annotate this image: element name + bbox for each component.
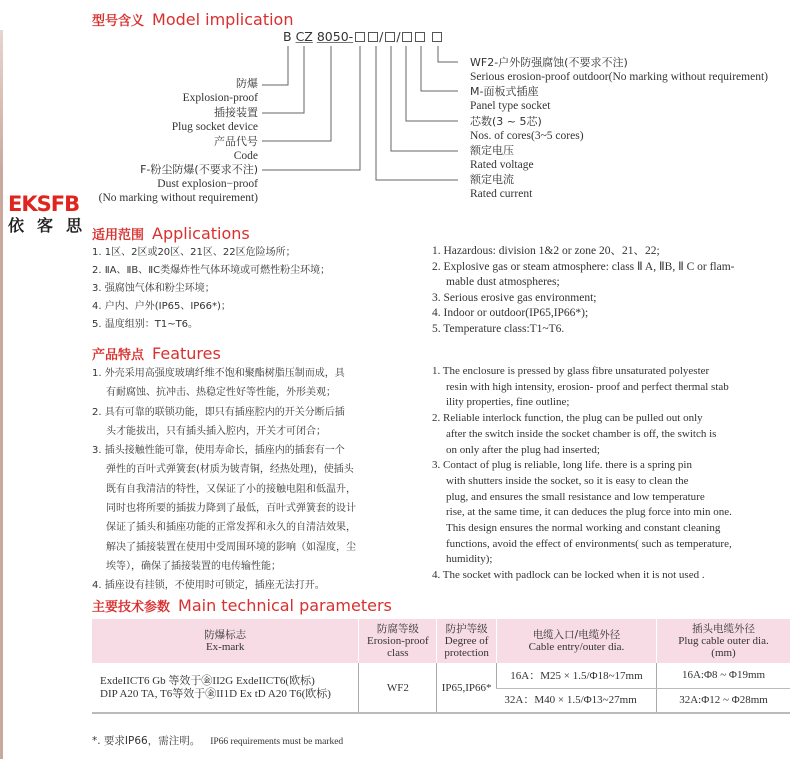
code-part-b: B bbox=[283, 29, 292, 44]
applications-title-en: Applications bbox=[152, 224, 250, 243]
cell-ex-mark bbox=[92, 663, 359, 713]
model-title-cn: 型号含义 bbox=[92, 14, 145, 29]
label-panel-socket bbox=[470, 84, 550, 114]
list-item: humidity); bbox=[446, 553, 493, 566]
list-item: after the switch inside the socket chamber is off, the switch is bbox=[446, 427, 717, 440]
label-wf2 bbox=[470, 55, 768, 85]
header-en: Degree of protection bbox=[444, 635, 489, 659]
table-header-row bbox=[92, 619, 790, 663]
label-en: Rated current bbox=[470, 188, 533, 200]
label-rated-voltage bbox=[470, 143, 534, 173]
list-item: 4. Indoor or outdoor(IP65,IP66*); bbox=[432, 307, 589, 319]
label-rated-current bbox=[470, 172, 532, 202]
label-cn: WF2-户外防强腐蚀(不要求不注) bbox=[470, 56, 628, 69]
model-title-en: Model implication bbox=[152, 10, 294, 29]
connector-line bbox=[421, 46, 458, 91]
list-item: 头才能拔出，只有插头插入腔内，开关才可闭合； bbox=[106, 425, 326, 437]
header-unit: (mm) bbox=[711, 647, 736, 659]
cell-protection: IP65,IP66* bbox=[437, 663, 497, 713]
header-protection bbox=[437, 619, 497, 663]
label-cn: 插接装置 bbox=[214, 106, 258, 119]
header-cn: 防腐等级 bbox=[376, 623, 419, 635]
ex-mark-line: DIP A20 TA, T6等效于㊎II1D Ex tD A20 T6(欧标) bbox=[100, 687, 331, 700]
list-item: 5. Temperature class:T1~T6. bbox=[432, 322, 565, 335]
list-item: 同时也将所要的插拔力降到了最低，百叶式弹簧套的设计 bbox=[106, 503, 356, 515]
label-cn: 额定电流 bbox=[470, 173, 514, 186]
code-part-cz: CZ bbox=[295, 29, 313, 44]
list-item: on only after the plug had inserted; bbox=[446, 443, 600, 456]
features-title-cn: 产品特点 bbox=[92, 348, 145, 363]
connector-line bbox=[438, 46, 458, 62]
list-item: 弹性的百叶式弹簧套(材质为铍青铜，经热处理)，使插头 bbox=[106, 464, 354, 476]
table-row bbox=[92, 663, 790, 688]
label-cn: F-粉尘防爆(不要求不注) bbox=[140, 163, 258, 176]
header-erosion-class bbox=[359, 619, 437, 663]
list-item: 5. 温度组别：T1~T6。 bbox=[92, 319, 199, 330]
list-item: 3. 插头接触性能可靠，使用寿命长，插座内的插套有一个 bbox=[92, 445, 345, 457]
list-item: 3. Serious erosive gas environment; bbox=[432, 291, 597, 304]
list-item: This design ensures the normal working and constant cleaning bbox=[446, 522, 721, 535]
list-item: mable dust atmospheres; bbox=[446, 276, 560, 288]
header-cn: 插头电缆外径 bbox=[692, 623, 756, 635]
list-item: plug, and ensures the small resistance and low temperature bbox=[446, 490, 705, 503]
applications-list-en bbox=[432, 244, 735, 337]
footnote-en: IP66 requirements must be marked bbox=[210, 737, 344, 747]
cell-plug-dia: 16A:Φ8 ~ Φ19mm bbox=[657, 663, 790, 688]
list-item: 1. 外壳采用高强度玻璃纤维不饱和聚酯树脂压制而成，具 bbox=[92, 368, 345, 379]
ex-mark-line: ExdeIICT6 Gb 等效于㊎II2G ExdeIICT6(欧标) bbox=[100, 674, 315, 687]
header-cable-entry bbox=[496, 619, 656, 663]
list-item: rise, at the same time, it can deduces the plug force into min one. bbox=[446, 506, 732, 519]
label-explosion-proof bbox=[183, 76, 258, 106]
header-en: Erosion-proof class bbox=[367, 635, 429, 659]
list-item: 2. ⅡA、ⅡB、ⅡC类爆炸性气体环境或可燃性粉尘环境； bbox=[92, 265, 331, 276]
applications-section-title bbox=[92, 224, 250, 243]
params-title-cn: 主要技术参数 bbox=[92, 600, 171, 615]
cell-cable-entry: 16A：M25 × 1.5/Φ18~17mm bbox=[496, 663, 656, 688]
footnote-cn: *. 要求IP66，需注明。 bbox=[92, 735, 201, 747]
list-item: 1. Hazardous: division 1&2 or zone 20、21、22; bbox=[432, 245, 660, 257]
label-en: Dust explosion−proof bbox=[157, 178, 258, 190]
label-en: Nos. of cores(3~5 cores) bbox=[470, 130, 584, 142]
connector-line bbox=[262, 46, 331, 141]
header-en: Plug cable outer dia. bbox=[678, 635, 769, 647]
list-item: 3. 强腐蚀气体和粉尘环境； bbox=[92, 283, 215, 294]
code-part-8050: 8050- bbox=[316, 29, 354, 44]
label-cn: M-面板式插座 bbox=[470, 85, 539, 98]
list-item: 解决了插接装置在使用中受周围环境的影响（如湿度，尘 bbox=[106, 541, 356, 553]
header-cn: 电缆入口/电缆外径 bbox=[532, 629, 621, 641]
list-item: 1. 1区、2区或20区、21区、22区危险场所； bbox=[92, 247, 296, 258]
list-item: 埃等），确保了插接装置的电传输性能； bbox=[106, 560, 281, 572]
logo-cn: 依客思 bbox=[8, 216, 96, 235]
list-item: ility properties, fine outline; bbox=[446, 396, 570, 409]
connector-line bbox=[262, 46, 360, 170]
brand-logo bbox=[8, 194, 95, 236]
label-cn: 防爆 bbox=[236, 77, 258, 90]
label-cn: 芯数(3 ~ 5芯) bbox=[470, 115, 542, 128]
features-title-en: Features bbox=[152, 344, 221, 363]
list-item: 2. 具有可靠的联锁功能，即只有插座腔内的开关分断后插 bbox=[92, 406, 345, 418]
list-item: with shutters inside the socket, so it is easy to clean the bbox=[446, 474, 689, 487]
header-ex-mark bbox=[92, 619, 359, 663]
label-dust-explosion-proof bbox=[99, 163, 258, 205]
features-list-cn bbox=[92, 364, 356, 596]
header-en: Cable entry/outer dia. bbox=[528, 641, 625, 653]
cell-cable-entry: 32A：M40 × 1.5/Φ13~27mm bbox=[496, 688, 656, 713]
applications-list-cn bbox=[92, 244, 330, 334]
features-section-title bbox=[92, 344, 221, 363]
label-en: Serious erosion-proof outdoor(No marking without requirement) bbox=[470, 71, 768, 83]
features-list-en bbox=[432, 364, 732, 584]
label-en: Plug socket device bbox=[171, 121, 258, 133]
list-item: resin with high intensity, erosion- proof and perfect thermal stab bbox=[446, 380, 729, 393]
list-item: 既有自我清洁的特性，又保证了小的接触电阻和低温升， bbox=[106, 483, 356, 495]
connector-line bbox=[406, 46, 458, 121]
list-item: 2. Reliable interlock function, the plug can be pulled out only bbox=[432, 412, 703, 425]
header-en: Ex-mark bbox=[205, 641, 245, 653]
label-en: Explosion-proof bbox=[182, 92, 258, 104]
header-cn: 防护等级 bbox=[445, 623, 488, 635]
list-item: 有耐腐蚀、抗冲击、热稳定性好等性能，外形美观； bbox=[106, 387, 336, 399]
connector-line bbox=[376, 46, 458, 180]
label-en: Panel type socket bbox=[470, 100, 551, 112]
connector-line bbox=[262, 46, 304, 113]
label-en: Code bbox=[233, 150, 258, 162]
cell-erosion-class: WF2 bbox=[359, 663, 437, 713]
cell-plug-dia: 32A:Φ12 ~ Φ28mm bbox=[657, 688, 790, 713]
header-plug-dia bbox=[657, 619, 790, 663]
list-item: 2. Explosive gas or steam atmosphere: class Ⅱ A, ⅡB, Ⅱ C or flam- bbox=[432, 260, 735, 273]
label-en: Rated voltage bbox=[470, 159, 534, 171]
label-code bbox=[214, 134, 258, 164]
list-item: 3. Contact of plug is reliable, long life. there is a spring pin bbox=[432, 459, 692, 472]
connector-line bbox=[262, 46, 288, 85]
applications-title-cn: 适用范围 bbox=[92, 228, 145, 243]
label-cn: 产品代号 bbox=[214, 135, 258, 148]
header-cn: 防爆标志 bbox=[204, 629, 247, 641]
list-item: 4. 插座设有挂锁，不使用时可锁定，插座无法打开。 bbox=[92, 580, 325, 592]
params-section-title bbox=[92, 596, 392, 615]
list-item: 4. The socket with padlock can be locked when it is not used . bbox=[432, 569, 705, 582]
label-cn: 额定电压 bbox=[470, 144, 514, 157]
list-item: functions, avoid the effect of environments( such as temperature, bbox=[446, 537, 732, 550]
label-en-note: (No marking without requirement) bbox=[98, 192, 258, 204]
list-item: 4. 户内、户外(IP65、IP66*)； bbox=[92, 301, 231, 312]
list-item: 保证了插头和插座功能的正常发挥和永久的自清洁效果， bbox=[106, 522, 356, 534]
label-cores bbox=[470, 114, 584, 144]
params-title-en: Main technical parameters bbox=[178, 596, 392, 615]
footnote bbox=[92, 731, 343, 749]
logo-mark: EKSFB bbox=[8, 192, 80, 216]
model-code: B CZ 8050- / / bbox=[283, 29, 444, 44]
list-item: 1. The enclosure is pressed by glass fibre unsaturated polyester bbox=[432, 365, 710, 377]
label-plug-socket-device bbox=[172, 105, 258, 135]
params-table bbox=[92, 619, 790, 714]
